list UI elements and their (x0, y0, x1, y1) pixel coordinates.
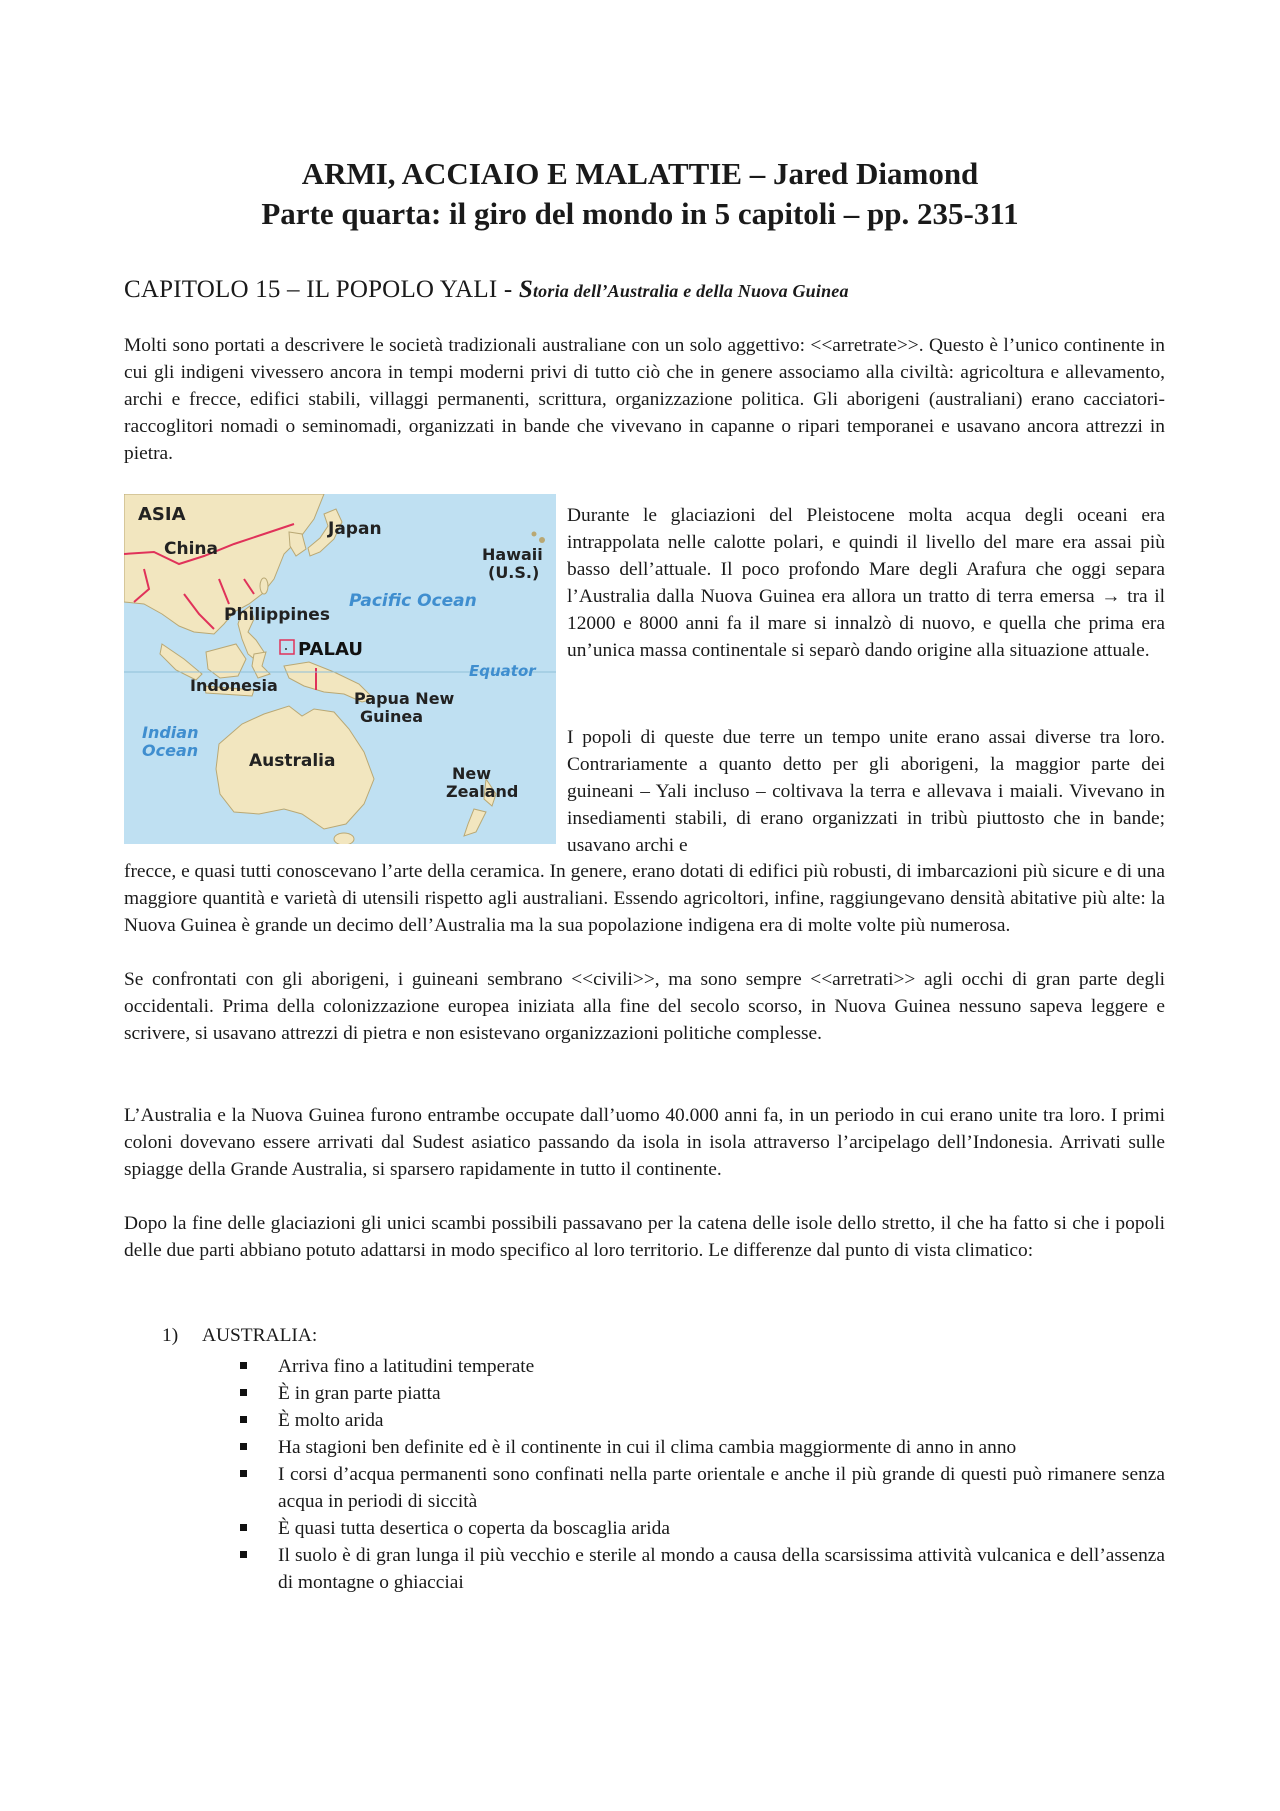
list-item (240, 1380, 1165, 1407)
bullet-square-icon (240, 1362, 247, 1369)
document-subtitle: Parte quarta: il giro del mondo in 5 capitoli – pp. 235-311 (261, 196, 1019, 231)
map-label-ocean: Ocean (142, 741, 199, 760)
bullet-square-icon (240, 1524, 247, 1531)
list-item (240, 1353, 1165, 1380)
map-label-philippines: Philippines (224, 605, 330, 625)
chapter-heading (124, 276, 849, 304)
bullet-square-icon (240, 1416, 247, 1423)
map-label-japan: Japan (328, 519, 382, 539)
bullet-square-icon (240, 1551, 247, 1558)
chapter-subtitle-rest: toria dell’Australia e della Nuova Guinea (532, 281, 849, 301)
list-number: 1) (162, 1325, 179, 1346)
tasmania-island (334, 833, 354, 844)
chapter-subtitle (518, 276, 849, 303)
map-label-hawaii: Hawaii (482, 545, 543, 564)
map-label-guinea: Guinea (360, 707, 424, 726)
taiwan-island (260, 578, 268, 594)
map-label-indonesia: Indonesia (190, 676, 278, 695)
list-item-text: È in gran parte piatta (278, 1383, 441, 1404)
paragraph-differences: Dopo la fine delle glaciazioni gli unici scambi possibili passavano per la catena delle isole dello stretto, il che ha fatto si che i popoli delle due parti abbiano potuto adattarsi in modo specifico al loro territorio. Le differenze dal punto di vista climatico: (124, 1213, 1165, 1261)
paragraph-occupation: L’Australia e la Nuova Guinea furono entrambe occupate dall’uomo 40.000 anni fa, in un periodo in cui erano unite tra loro. I primi coloni dovevano essere arrivati dal Sudest asiatico passando da isola in isola attraverso l’arcipelago dell’Indonesia. Arrivati sulle spiagge della Grande Australia, si sparsero rapidamente in tutto il continente. (124, 1105, 1165, 1180)
map-label-china: China (164, 539, 218, 559)
bullet-square-icon (240, 1443, 247, 1450)
chapter-separator: - (497, 276, 519, 303)
paragraph-civili: Se confrontati con gli aborigeni, i guineani sembrano <<civili>>, ma sono sempre <<arretrati>> agli occhi di gran parte degli occidentali. Prima della colonizzazione europea iniziata alla fine del secolo scorso, in Nuova Guinea nessuno sapeva leggere e scrivere, si usavano attrezzi di pietra e non esistevano organizzazioni politiche complesse. (124, 969, 1165, 1044)
palau-dot (285, 648, 287, 650)
list-item (240, 1542, 1165, 1596)
list-item (240, 1407, 1165, 1434)
list-item-text: I corsi d’acqua permanenti sono confinati nella parte orientale e anche il più grande di questi può rimanere senza acqua in periodi di siccità (278, 1464, 1165, 1512)
map-label-hawaii-us: (U.S.) (488, 563, 540, 582)
australia-bullet-list (240, 1353, 1165, 1596)
list-item-text: Il suolo è di gran lunga il più vecchio e sterile al mondo a causa della scarsissima attività vulcanica e dell’assenza di montagne o ghiacciai (278, 1545, 1165, 1593)
map-label-papua-new-guinea: Papua New (354, 689, 455, 708)
paragraph-peoples-b: frecce, e quasi tutti conoscevano l’arte della ceramica. In genere, erano dotati di edifici più robusti, di imbarcazioni più sicure e di una maggiore quantità e varietà di utensili rispetto agli australiani. Essendo agricoltori, infine, raggiungevano densità abitative più alte: la Nuova Guinea è grande un decimo dell’Australia ma la sua popolazione indigena era di molte volte più numerosa. (124, 861, 1165, 936)
hawaii-dot (532, 532, 537, 537)
list-item-text: Arriva fino a latitudini temperate (278, 1356, 535, 1377)
map-label-australia: Australia (249, 751, 336, 771)
map-label-indian-ocean: Indian (142, 723, 199, 742)
chapter-subtitle-initial: S (518, 276, 533, 303)
list-item-text: È quasi tutta desertica o coperta da boscaglia arida (278, 1518, 670, 1539)
map-svg (124, 494, 556, 844)
chapter-title: CAPITOLO 15 – IL POPOLO YALI (124, 276, 498, 303)
list-item (240, 1434, 1165, 1461)
map-label-asia: ASIA (138, 504, 186, 525)
map-label-new: New (452, 764, 492, 783)
map-label-palau: PALAU (298, 639, 363, 660)
map-figure (124, 494, 556, 844)
list-item (240, 1461, 1165, 1515)
list-heading-text: AUSTRALIA: (202, 1325, 318, 1346)
document-title: ARMI, ACCIAIO E MALATTIE – Jared Diamond (301, 156, 979, 191)
map-label-equator: Equator (469, 662, 536, 680)
paragraph-pleistocene: Durante le glaciazioni del Pleistocene molta acqua degli oceani era intrappolata nelle calotte polari, e quindi il livello del mare era assai più basso dell’attuale. Il poco profondo Mare degli Arafura che oggi separa l’Australia dalla Nuova Guinea era allora un tratto di terra emersa → tra il 12000 e 8000 anni fa il mare si innalzò di nuovo, e quella che prima era un’unica massa continentale si separò dando origine alla situazione attuale. (567, 505, 1165, 661)
list-item (240, 1515, 1165, 1542)
list-item-text: Ha stagioni ben definite ed è il continente in cui il clima cambia maggiormente di anno in anno (278, 1437, 1017, 1458)
bullet-square-icon (240, 1389, 247, 1396)
bullet-square-icon (240, 1470, 247, 1477)
list-item-text: È molto arida (278, 1410, 384, 1431)
map-label-zealand: Zealand (446, 782, 519, 801)
paragraph-peoples-a: I popoli di queste due terre un tempo unite erano assai diverse tra loro. Contrariamente a quanto detto per gli aborigeni, la maggior parte dei guineani – Yali incluso – coltivava la terra e allevava i maiali. Vivevano in insediamenti stabili, di erano organizzati in tribù piuttosto che in bande; usavano archi e (567, 727, 1165, 856)
map-label-pacific-ocean: Pacific Ocean (349, 591, 477, 611)
list-heading (162, 1325, 317, 1347)
hawaii-dot (539, 537, 545, 543)
paragraph-intro: Molti sono portati a descrivere le società tradizionali australiane con un solo aggettivo: <<arretrate>>. Questo è l’unico continente in cui gli indigeni vivessero ancora in tempi moderni privi di tutto ciò che in genere associamo alla civiltà: agricoltura e allevamento, archi e frecce, edifici stabili, villaggi permanenti, scrittura, organizzazione politica. Gli aborigeni (australiani) erano cacciatori-raccoglitori nomadi o seminomadi, organizzati in bande che vivevano in capanne o ripari temporanei e usavano ancora attrezzi in pietra. (124, 335, 1165, 464)
